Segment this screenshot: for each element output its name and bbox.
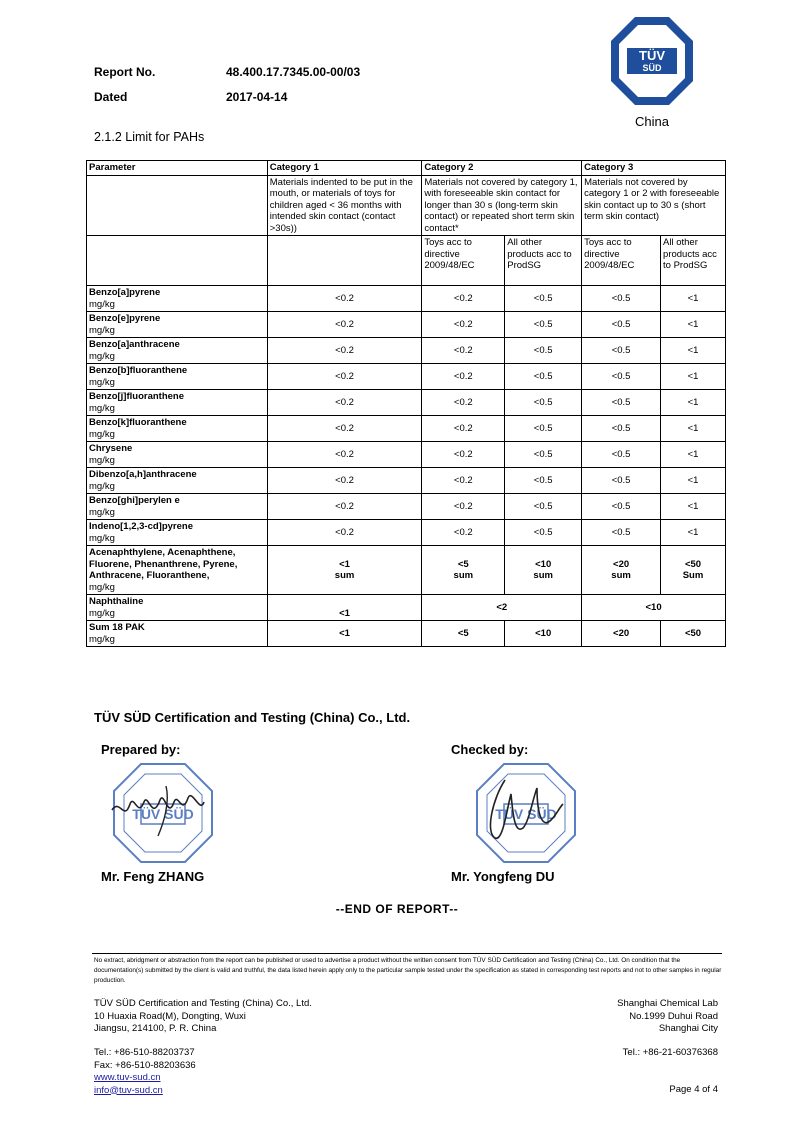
tuv-octagon-icon <box>609 15 695 107</box>
param-cell <box>87 312 268 338</box>
value: <5 <box>457 558 469 570</box>
footer-line: No.1999 Duhui Road <box>629 1010 718 1022</box>
cell-cat3-toys: <20 <box>582 621 661 647</box>
svg-text:TÜV: TÜV <box>639 48 665 63</box>
end-of-report: --END OF REPORT-- <box>335 902 459 916</box>
cell-cat2-other: <0.5 <box>505 520 582 546</box>
cell-cat3-other: <1 <box>661 416 726 442</box>
param-name: Benzo[ghi]perylen e <box>89 495 180 506</box>
cell-cat1: <0.2 <box>267 338 422 364</box>
cell-cat3-toys: <0.5 <box>582 442 661 468</box>
cat3-header: Category 3 <box>582 161 726 176</box>
table-row <box>87 286 726 312</box>
cell-cat2-toys: <0.2 <box>422 312 505 338</box>
report-no-label: Report No. <box>94 65 156 79</box>
cell-cat2: <2 <box>422 595 582 621</box>
cell-cat3-other: <1 <box>661 468 726 494</box>
checked-label: Checked by: <box>451 742 529 757</box>
param-unit: mg/kg <box>89 324 115 336</box>
footer-address-left <box>94 998 312 1036</box>
table-row <box>87 338 726 364</box>
cat1-desc: Materials indented to be put in the mouth, or materials of toys for children aged < 36 months with intended skin contact (contact >30s)) <box>267 175 422 236</box>
cell-cat2-toys: <0.2 <box>422 442 505 468</box>
cell-cat3-toys: <0.5 <box>582 520 661 546</box>
checker-stamp <box>471 758 581 868</box>
cell-cat3-toys: <0.5 <box>582 416 661 442</box>
param-name: Sum 18 PAK <box>89 622 145 633</box>
param-header: Parameter <box>87 161 268 176</box>
section-title: 2.1.2 Limit for PAHs <box>94 130 205 144</box>
dated-label: Dated <box>94 90 128 104</box>
cell-cat1 <box>267 546 422 595</box>
stamp-seal-icon <box>108 758 218 868</box>
cell-cat2-other: <0.5 <box>505 286 582 312</box>
cell-cat3-other: <1 <box>661 390 726 416</box>
tuv-sud-logo <box>609 15 695 129</box>
cell-cat3: <10 <box>582 595 726 621</box>
param-unit: mg/kg <box>89 532 115 544</box>
cell-cat3-other: <1 <box>661 286 726 312</box>
table-row <box>87 520 726 546</box>
cell-cat1: <0.2 <box>267 364 422 390</box>
param-cell <box>87 364 268 390</box>
param-unit: mg/kg <box>89 581 115 593</box>
table-header-row <box>87 161 726 176</box>
cell-cat3-toys: <0.5 <box>582 364 661 390</box>
table-sub-row <box>87 236 726 286</box>
cell-cat2-other: <0.5 <box>505 416 582 442</box>
total-param <box>87 621 268 647</box>
param-name: Benzo[j]fluoranthene <box>89 391 184 402</box>
cell-cat2-toys: <0.2 <box>422 520 505 546</box>
param-cell <box>87 468 268 494</box>
param-cell <box>87 338 268 364</box>
cell-cat3-toys: <0.5 <box>582 390 661 416</box>
param-cell <box>87 520 268 546</box>
cell-cat2-toys: <0.2 <box>422 468 505 494</box>
param-name: Naphthaline <box>89 596 144 607</box>
param-cell <box>87 390 268 416</box>
page-number: Page 4 of 4 <box>669 1084 718 1095</box>
preparer-stamp <box>108 758 218 868</box>
cell-cat3-other: <1 <box>661 338 726 364</box>
sum-note: sum <box>334 570 355 581</box>
cell-cat2-other <box>505 546 582 595</box>
cell-cat1: <0.2 <box>267 520 422 546</box>
footer-fax: Fax: +86-510-88203636 <box>94 1059 196 1071</box>
cell-cat2-toys <box>422 546 505 595</box>
param-unit: mg/kg <box>89 633 115 645</box>
website-link[interactable]: www.tuv-sud.cn <box>94 1072 161 1083</box>
cell-cat3-other <box>661 546 726 595</box>
footer-contacts <box>94 1047 196 1097</box>
value: <10 <box>535 558 552 570</box>
cell-cat1: <0.2 <box>267 390 422 416</box>
param-unit: mg/kg <box>89 480 115 492</box>
param-name: Dibenzo[a,h]anthracene <box>89 469 197 480</box>
empty-cell <box>87 175 268 236</box>
cell-cat2-other: <0.5 <box>505 494 582 520</box>
cell-cat3-toys: <0.5 <box>582 312 661 338</box>
cell-cat3-other: <1 <box>661 494 726 520</box>
param-name: Benzo[e]pyrene <box>89 313 161 324</box>
pah-rows <box>87 286 726 546</box>
cat3-desc: Materials not covered by category 1 or 2 with foreseeable skin contact up to 30 s (short term skin contact) <box>582 175 726 236</box>
empty-cell <box>267 236 422 286</box>
footer-line: Shanghai Chemical Lab <box>617 998 718 1009</box>
sum-note: sum <box>533 570 553 581</box>
param-name: Benzo[b]fluoranthene <box>89 365 188 376</box>
footer-divider <box>92 953 722 954</box>
param-name: Benzo[a]pyrene <box>89 287 161 298</box>
footer-line: 10 Huaxia Road(M), Dongting, Wuxi <box>94 1010 246 1022</box>
cat2-header: Category 2 <box>422 161 582 176</box>
cat2-sub-other: All other products acc to ProdSG <box>505 236 582 286</box>
param-unit: mg/kg <box>89 350 115 362</box>
total-row <box>87 621 726 647</box>
logo-china: China <box>635 114 669 129</box>
cat2-desc: Materials not covered by category 1, with foreseeable skin contact for longer than 30 s (long-term skin contact) or repeated short term skin contact* <box>422 175 582 236</box>
param-unit: mg/kg <box>89 402 115 414</box>
dated-value: 2017-04-14 <box>226 90 288 104</box>
footer-address-right <box>617 998 718 1036</box>
param-unit: mg/kg <box>89 298 115 310</box>
param-name: Benzo[k]fluoranthene <box>89 417 187 428</box>
cell-cat3-toys: <0.5 <box>582 286 661 312</box>
svg-text:TÜV SÜD: TÜV SÜD <box>495 806 557 822</box>
table-row <box>87 442 726 468</box>
cell-cat1: <1 <box>267 621 422 647</box>
cell-cat1: <1 <box>267 595 422 621</box>
cell-cat1: <0.2 <box>267 312 422 338</box>
cell-cat3-other: <50 <box>661 621 726 647</box>
param-name: Acenaphthylene, Acenaphthene, Fluorene, Phenanthrene, Pyrene, Anthracene, Fluoranthene, <box>89 547 238 581</box>
empty-cell <box>87 236 268 286</box>
cell-cat2-other: <10 <box>505 621 582 647</box>
table-row <box>87 416 726 442</box>
cell-cat2-other: <0.5 <box>505 338 582 364</box>
cat2-sub-toys: Toys acc to directive 2009/48/EC <box>422 236 505 286</box>
param-unit: mg/kg <box>89 506 115 518</box>
param-name: Chrysene <box>89 443 133 454</box>
checker-name: Mr. Yongfeng DU <box>451 869 555 884</box>
naph-param <box>87 595 268 621</box>
param-name: Indeno[1,2,3-cd]pyrene <box>89 521 193 532</box>
cell-cat3-toys <box>582 546 661 595</box>
cell-cat2-toys: <0.2 <box>422 338 505 364</box>
footer-right-tel: Tel.: +86-21-60376368 <box>622 1047 718 1058</box>
cell-cat3-toys: <0.5 <box>582 494 661 520</box>
footer-line: Shanghai City <box>658 1023 718 1034</box>
email-link[interactable]: info@tuv-sud.cn <box>94 1084 163 1096</box>
cell-cat2-other: <0.5 <box>505 312 582 338</box>
value: <1 <box>339 558 350 570</box>
cell-cat3-other: <1 <box>661 520 726 546</box>
param-unit: mg/kg <box>89 607 115 619</box>
cat3-sub-toys: Toys acc to directive 2009/48/EC <box>582 236 661 286</box>
sum-note: Sum <box>682 570 704 581</box>
table-row <box>87 364 726 390</box>
param-cell <box>87 416 268 442</box>
sum-note: sum <box>453 570 474 581</box>
param-name: Benzo[a]anthracene <box>89 339 180 350</box>
sum-note: sum <box>611 570 631 581</box>
pah-limits-table <box>86 160 726 647</box>
param-cell <box>87 494 268 520</box>
footer-tel: Tel.: +86-510-88203737 <box>94 1047 195 1058</box>
value: <50 <box>684 558 702 570</box>
param-cell <box>87 286 268 312</box>
prepared-label: Prepared by: <box>101 742 181 757</box>
cell-cat2-toys: <0.2 <box>422 286 505 312</box>
disclaimer-text: No extract, abridgment or abstraction from the report can be published or used to advertise a product without the written consent from TÜV SÜD Certification and Testing (China) Co., Ltd. On condition that the documentation(s) submitted by the client is valid and truthful, the data listed herein apply only to the particular sample tested under the specification as stated in corresponding test reports and not to other samples in regular production. <box>94 957 722 984</box>
cell-cat2-other: <0.5 <box>505 468 582 494</box>
cell-cat2-toys: <0.2 <box>422 390 505 416</box>
svg-text:TÜV SÜD: TÜV SÜD <box>132 806 194 822</box>
cell-cat2-toys: <0.2 <box>422 364 505 390</box>
svg-text:SÜD: SÜD <box>642 63 662 73</box>
footer-line: TÜV SÜD Certification and Testing (China) Co., Ltd. <box>94 998 312 1009</box>
cat1-header: Category 1 <box>267 161 422 176</box>
value: <20 <box>613 558 630 570</box>
cell-cat2-toys: <0.2 <box>422 494 505 520</box>
stamp-seal-icon <box>471 758 581 868</box>
cell-cat1: <0.2 <box>267 468 422 494</box>
cell-cat2-toys: <5 <box>422 621 505 647</box>
footer-line: Jiangsu, 214100, P. R. China <box>94 1023 217 1034</box>
table-desc-row <box>87 175 726 236</box>
table-row <box>87 494 726 520</box>
sum-param <box>87 546 268 595</box>
cell-cat2-other: <0.5 <box>505 364 582 390</box>
param-unit: mg/kg <box>89 454 115 466</box>
cell-cat1: <0.2 <box>267 494 422 520</box>
table-row <box>87 312 726 338</box>
table-row <box>87 390 726 416</box>
cat3-sub-other: All other products acc to ProdSG <box>661 236 726 286</box>
param-unit: mg/kg <box>89 428 115 440</box>
cell-cat3-other: <1 <box>661 364 726 390</box>
naphthaline-row <box>87 595 726 621</box>
cell-cat1: <0.2 <box>267 442 422 468</box>
param-cell <box>87 442 268 468</box>
param-unit: mg/kg <box>89 376 115 388</box>
company-name: TÜV SÜD Certification and Testing (China) Co., Ltd. <box>94 710 411 725</box>
sum-row <box>87 546 726 595</box>
cell-cat1: <0.2 <box>267 416 422 442</box>
cell-cat2-other: <0.5 <box>505 390 582 416</box>
preparer-name: Mr. Feng ZHANG <box>101 869 205 884</box>
table-row <box>87 468 726 494</box>
cell-cat3-other: <1 <box>661 442 726 468</box>
report-no-value: 48.400.17.7345.00-00/03 <box>226 65 361 79</box>
cell-cat3-toys: <0.5 <box>582 468 661 494</box>
cell-cat2-toys: <0.2 <box>422 416 505 442</box>
cell-cat1: <0.2 <box>267 286 422 312</box>
cell-cat3-toys: <0.5 <box>582 338 661 364</box>
cell-cat2-other: <0.5 <box>505 442 582 468</box>
cell-cat3-other: <1 <box>661 312 726 338</box>
